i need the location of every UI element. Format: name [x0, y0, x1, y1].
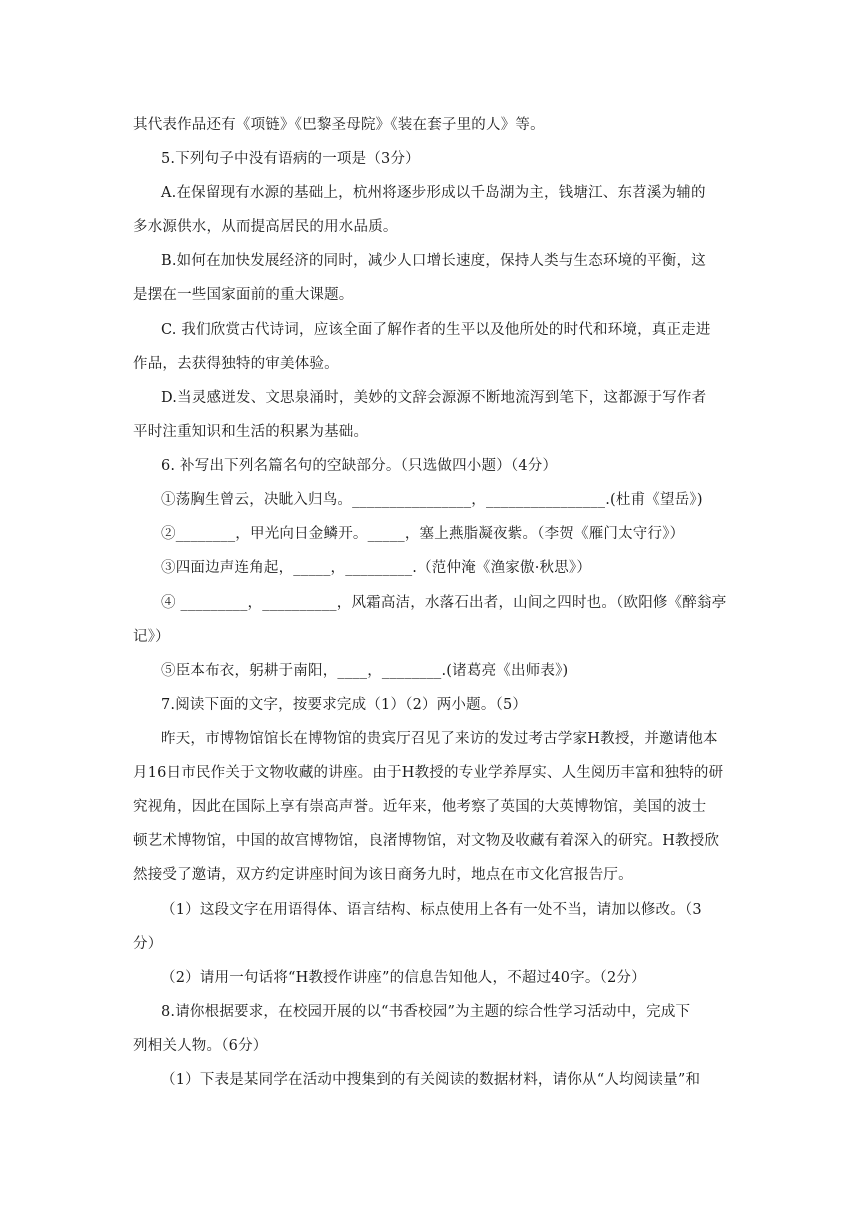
question-7-sub-1-cont: 分） [133, 936, 163, 952]
question-7-sub-1: （1）这段文字在用语得体、语言结构、标点使用上各有一处不当，请加以修改。（3 [161, 902, 702, 918]
passage-line-4: 顿艺术博物馆，中国的故宫博物馆，良渚博物馆，对文物及收藏有着深入的研究。H教授欣 [133, 833, 720, 849]
question-5-heading: 5.下列句子中没有语病的一项是（3分） [161, 151, 420, 167]
question-6-item-1: ①荡胸生曾云，决眦入归鸟。________________，________________.(杜甫《望岳》) [161, 492, 703, 508]
option-c-line-2: 作品，去获得独特的审美体验。 [133, 356, 339, 372]
option-a-line-1: A.在保留现有水源的基础上，杭州将逐步形成以千岛湖为主，钱塘江、东苕溪为辅的 [161, 185, 706, 201]
question-7-sub-2: （2）请用一句话将“H教授作讲座”的信息告知他人，不超过40字。（2分） [161, 970, 646, 986]
question-6-item-2: ②________，甲光向日金鳞开。_____，塞上燕脂凝夜紫。（李贺《雁门太守行》） [161, 526, 685, 542]
question-6-item-4-cont: 记》） [133, 629, 170, 645]
question-6-item-4: ④ _________，__________，风霜高洁，水落石出者，山间之四时也。（欧阳修《醉翁亭 [161, 595, 727, 611]
option-b-line-1: B.如何在加快发展经济的同时，减少人口增长速度，保持人类与生态环境的平衡，这 [161, 253, 706, 269]
passage-line-3: 究视角，因此在国际上享有崇高声誉。近年来，他考察了英国的大英博物馆，美国的波士 [133, 799, 707, 815]
option-c-line-1: C. 我们欣赏古代诗词，应该全面了解作者的生平以及他所处的时代和环境，真正走进 [161, 322, 711, 338]
option-d-line-1: D.当灵感迸发、文思泉涌时，美妙的文辞会源源不断地流泻到笔下，这都源于写作者 [161, 390, 707, 406]
question-6-item-3: ③四面边声连角起，_____，_________.（范仲淹《渔家傲·秋思》） [161, 560, 592, 576]
question-8-heading: 8.请你根据要求，在校园开展的以“书香校园”为主题的综合性学习活动中，完成下 [161, 1004, 691, 1020]
option-b-line-2: 是摆在一些国家面前的重大课题。 [133, 287, 354, 303]
question-8-heading-cont: 列相关人物。（6分） [133, 1038, 268, 1054]
question-7-heading: 7.阅读下面的文字，按要求完成（1）（2）两小题。（5） [161, 697, 528, 713]
question-8-sub-1: （1）下表是某同学在活动中搜集到的有关阅读的数据材料，请你从“人均阅读量”和 [161, 1072, 701, 1088]
passage-line-1: 昨天，市博物馆馆长在博物馆的贵宾厅召见了来访的发过考古学家H教授，并邀请他本 [161, 731, 718, 747]
passage-line-5: 然接受了邀请，双方约定讲座时间为该日商务九时，地点在市文化宫报告厅。 [133, 867, 633, 883]
passage-line-2: 月16日市民作关于文物收藏的讲座。由于H教授的专业学养厚实、人生阅历丰富和独特的研 [133, 765, 724, 781]
text-line: 其代表作品还有《项链》《巴黎圣母院》《装在套子里的人》等。 [133, 117, 545, 133]
option-a-line-2: 多水源供水，从而提高居民的用水品质。 [133, 219, 398, 235]
question-6-item-5: ⑤臣本布衣，躬耕于南阳，____，________.(诸葛亮《出师表》) [161, 663, 569, 679]
option-d-line-2: 平时注重知识和生活的积累为基础。 [133, 424, 369, 440]
question-6-heading: 6. 补写出下列名篇名句的空缺部分。（只选做四小题）（4分） [161, 458, 558, 474]
